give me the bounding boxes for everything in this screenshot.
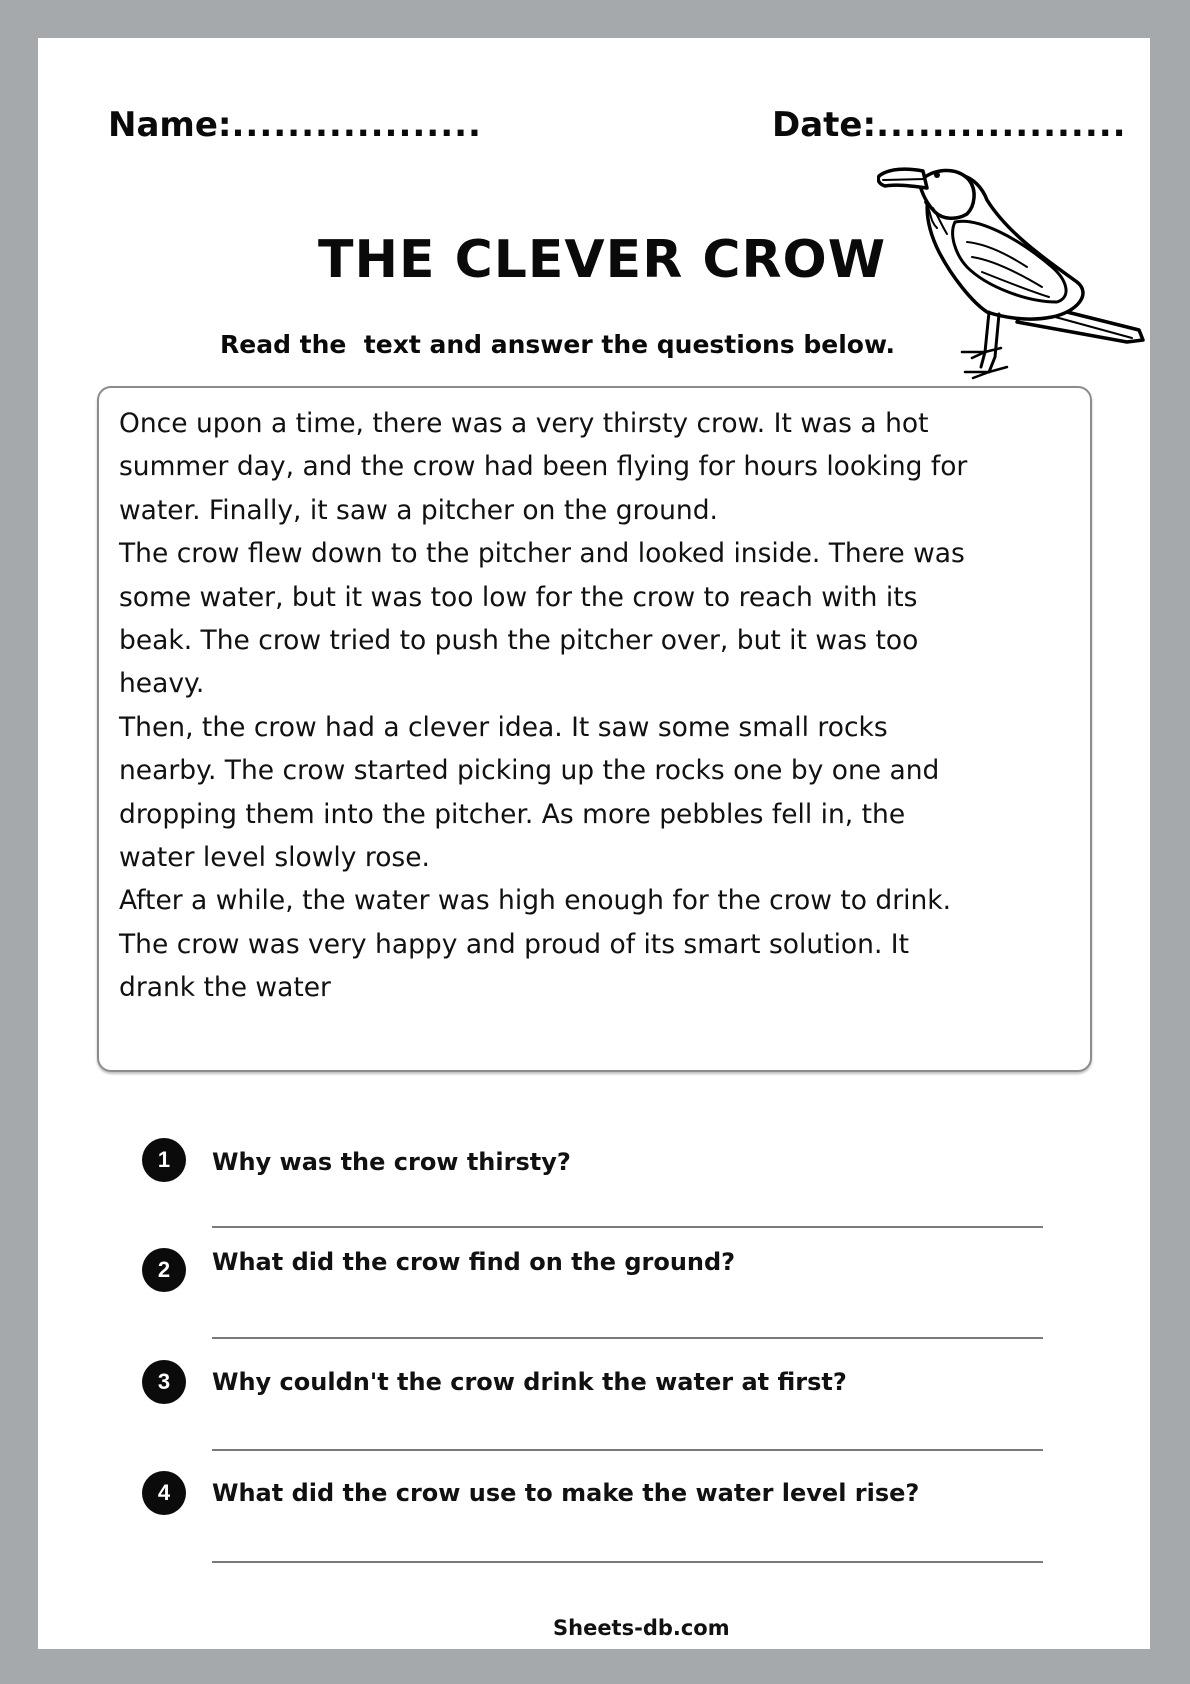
story-line: After a while, the water was high enough for the crow to drink. <box>119 885 952 917</box>
question-text: Why couldn't the crow drink the water at first? <box>212 1368 847 1396</box>
story-line: some water, but it was too low for the crow to reach with its <box>119 581 918 613</box>
worksheet-title: THE CLEVER CROW <box>318 230 887 290</box>
name-field[interactable] <box>108 105 482 145</box>
question-text: What did the crow use to make the water level rise? <box>212 1479 920 1507</box>
story-line: Once upon a time, there was a very thirsty crow. It was a hot <box>119 408 929 439</box>
name-blank[interactable]: .................. <box>231 105 482 145</box>
question-number-badge: 2 <box>142 1248 186 1292</box>
story-line: Then, the crow had a clever idea. It saw some small rocks <box>119 711 888 743</box>
answer-line[interactable] <box>212 1449 1043 1451</box>
story-line: heavy. <box>119 668 205 700</box>
name-label: Name: <box>108 105 232 145</box>
crow-icon <box>877 162 1147 387</box>
answer-line[interactable] <box>212 1226 1043 1228</box>
worksheet-page <box>38 38 1150 1649</box>
date-blank[interactable]: .................. <box>876 105 1127 145</box>
question-number-badge: 3 <box>142 1360 186 1404</box>
story-line: water level slowly rose. <box>119 842 430 874</box>
question-number-badge: 4 <box>142 1471 186 1515</box>
story-line: summer day, and the crow had been flying for hours looking for <box>119 451 968 483</box>
story-line: dropping them into the pitcher. As more pebbles fell in, the <box>119 798 906 830</box>
story-line: The crow was very happy and proud of its smart solution. It <box>119 928 909 960</box>
answer-line[interactable] <box>212 1561 1043 1563</box>
story-line: The crow flew down to the pitcher and looked inside. There was <box>119 538 965 570</box>
footer-site-name: Sheets-db.com <box>553 1616 730 1640</box>
question-text: Why was the crow thirsty? <box>212 1148 571 1176</box>
date-field[interactable] <box>772 105 1127 145</box>
instruction-text: Read the text and answer the questions below. <box>220 330 895 359</box>
answer-line[interactable] <box>212 1337 1043 1339</box>
story-line: nearby. The crow started picking up the rocks one by one and <box>119 755 940 787</box>
story-line: beak. The crow tried to push the pitcher over, but it was too <box>119 625 919 657</box>
question-number-badge: 1 <box>142 1138 186 1182</box>
date-label: Date: <box>772 105 877 145</box>
story-line: drank the water <box>119 972 331 1004</box>
question-text: What did the crow find on the ground? <box>212 1248 736 1276</box>
story-box <box>97 386 1092 1072</box>
story-text <box>119 402 1079 1010</box>
story-line: water. Finally, it saw a pitcher on the ground. <box>119 494 718 526</box>
